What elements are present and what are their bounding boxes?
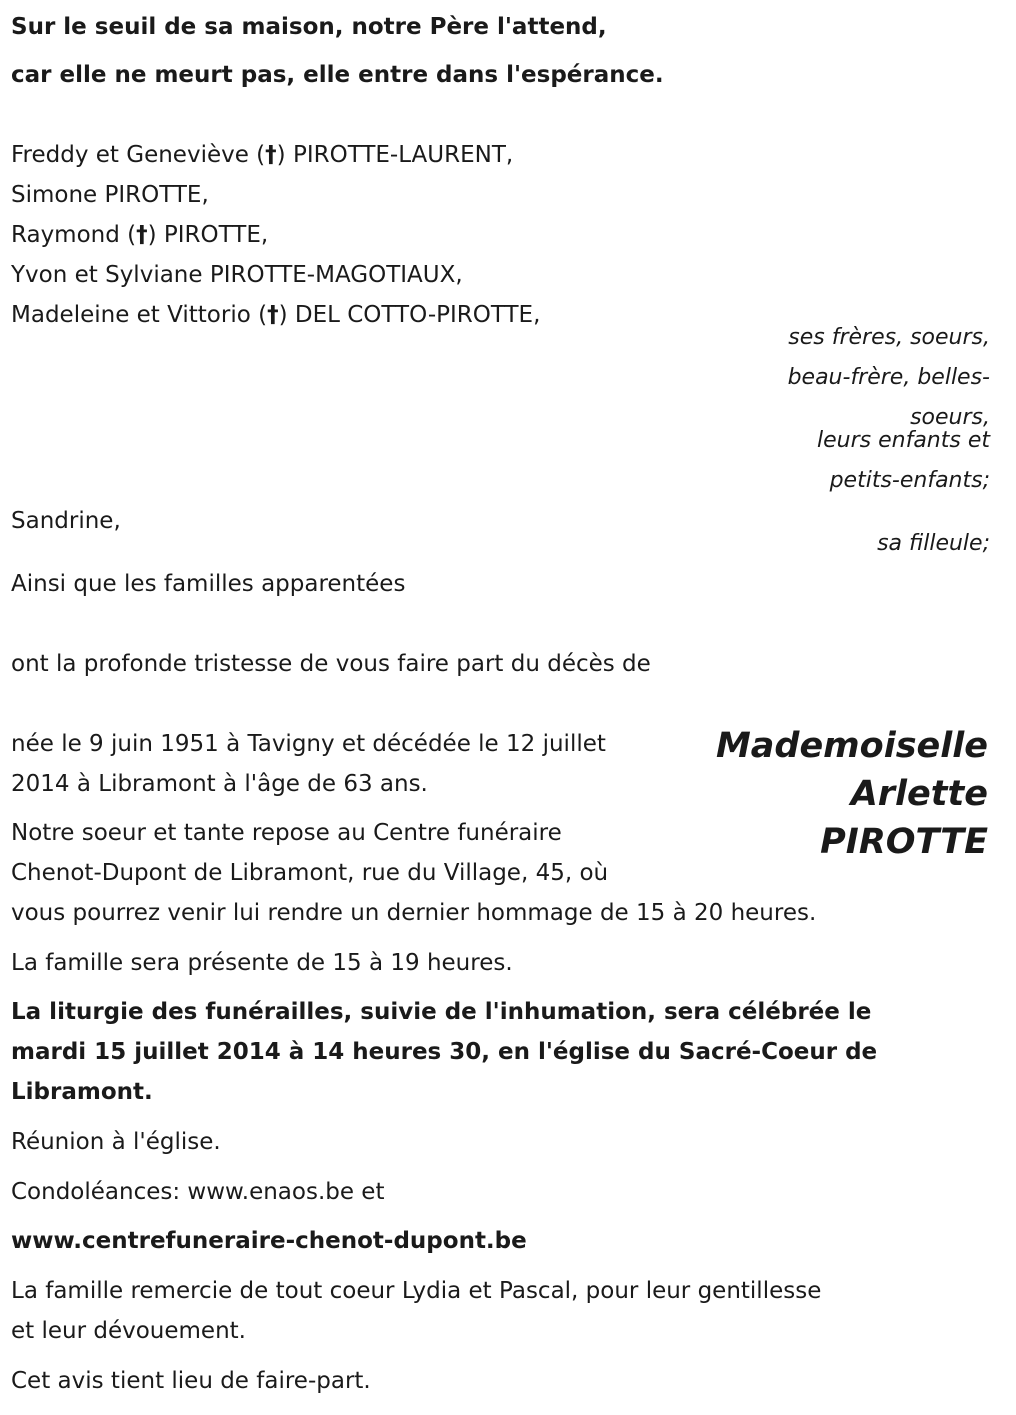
relation-line-2: beau-frère, belles- — [787, 365, 990, 390]
relation-line-4: leurs enfants et — [817, 428, 990, 453]
condolences: Condoléances: www.enaos.be et — [11, 1179, 385, 1205]
epigraph-line-2: car elle ne meurt pas, elle entre dans l'espérance. — [11, 62, 664, 88]
cross-icon: † — [265, 142, 277, 168]
liturgy-line-2: mardi 15 juillet 2014 à 14 heures 30, en l'église du Sacré-Coeur de — [11, 1039, 878, 1065]
relation-line-5: petits-enfants; — [829, 468, 990, 493]
announcement: ont la profonde tristesse de vous faire part du décès de — [11, 651, 651, 677]
family-line-1 — [11, 135, 513, 175]
liturgy-line-3: Libramont. — [11, 1079, 153, 1105]
meeting: Réunion à l'église. — [11, 1129, 221, 1155]
liturgy-line-1: La liturgie des funérailles, suivie de l'inhumation, sera célébrée le — [11, 999, 872, 1025]
family-line-2: Simone PIROTTE, — [11, 182, 209, 208]
goddaughter-name: Sandrine, — [11, 508, 121, 534]
website-link[interactable]: www.centrefuneraire-chenot-dupont.be — [11, 1228, 527, 1254]
family-presence: La famille sera présente de 15 à 19 heures. — [11, 950, 513, 976]
relation-line-1: ses frères, soeurs, — [788, 325, 990, 350]
family-line-5-after: ) DEL COTTO-PIROTTE, — [278, 302, 541, 328]
deceased-last-name: PIROTTE — [820, 822, 988, 862]
rest-line-2: Chenot-Dupont de Libramont, rue du Village, 45, où — [11, 860, 609, 886]
rest-line-3: vous pourrez venir lui rendre un dernier hommage de 15 à 20 heures. — [11, 900, 817, 926]
cross-icon: † — [136, 222, 148, 248]
family-line-1-before: Freddy et Geneviève ( — [11, 142, 266, 168]
relation-line-3: soeurs, — [910, 405, 990, 430]
family-line-3-before: Raymond ( — [11, 222, 137, 248]
family-line-4: Yvon et Sylviane PIROTTE-MAGOTIAUX, — [11, 262, 463, 288]
family-line-1-after: ) PIROTTE-LAURENT, — [276, 142, 514, 168]
deceased-title: Mademoiselle — [715, 726, 988, 766]
related-families: Ainsi que les familles apparentées — [11, 571, 406, 597]
family-line-3 — [11, 215, 268, 255]
goddaughter-role: sa filleule; — [877, 531, 990, 556]
epigraph-line-1: Sur le seuil de sa maison, notre Père l'attend, — [11, 14, 607, 40]
deceased-name — [698, 722, 988, 866]
family-line-5 — [11, 295, 540, 335]
birth-death-line-2: 2014 à Libramont à l'âge de 63 ans. — [11, 771, 428, 797]
family-line-3-after: ) PIROTTE, — [147, 222, 269, 248]
thanks-line-1: La famille remercie de tout coeur Lydia et Pascal, pour leur gentillesse — [11, 1278, 822, 1304]
thanks-line-2: et leur dévouement. — [11, 1318, 246, 1344]
cross-icon: † — [267, 302, 279, 328]
rest-line-1: Notre soeur et tante repose au Centre funéraire — [11, 820, 562, 846]
closing: Cet avis tient lieu de faire-part. — [11, 1368, 371, 1394]
family-line-5-before: Madeleine et Vittorio ( — [11, 302, 268, 328]
deceased-first-name: Arlette — [850, 774, 988, 814]
birth-death-line-1: née le 9 juin 1951 à Tavigny et décédée le 12 juillet — [11, 731, 606, 757]
